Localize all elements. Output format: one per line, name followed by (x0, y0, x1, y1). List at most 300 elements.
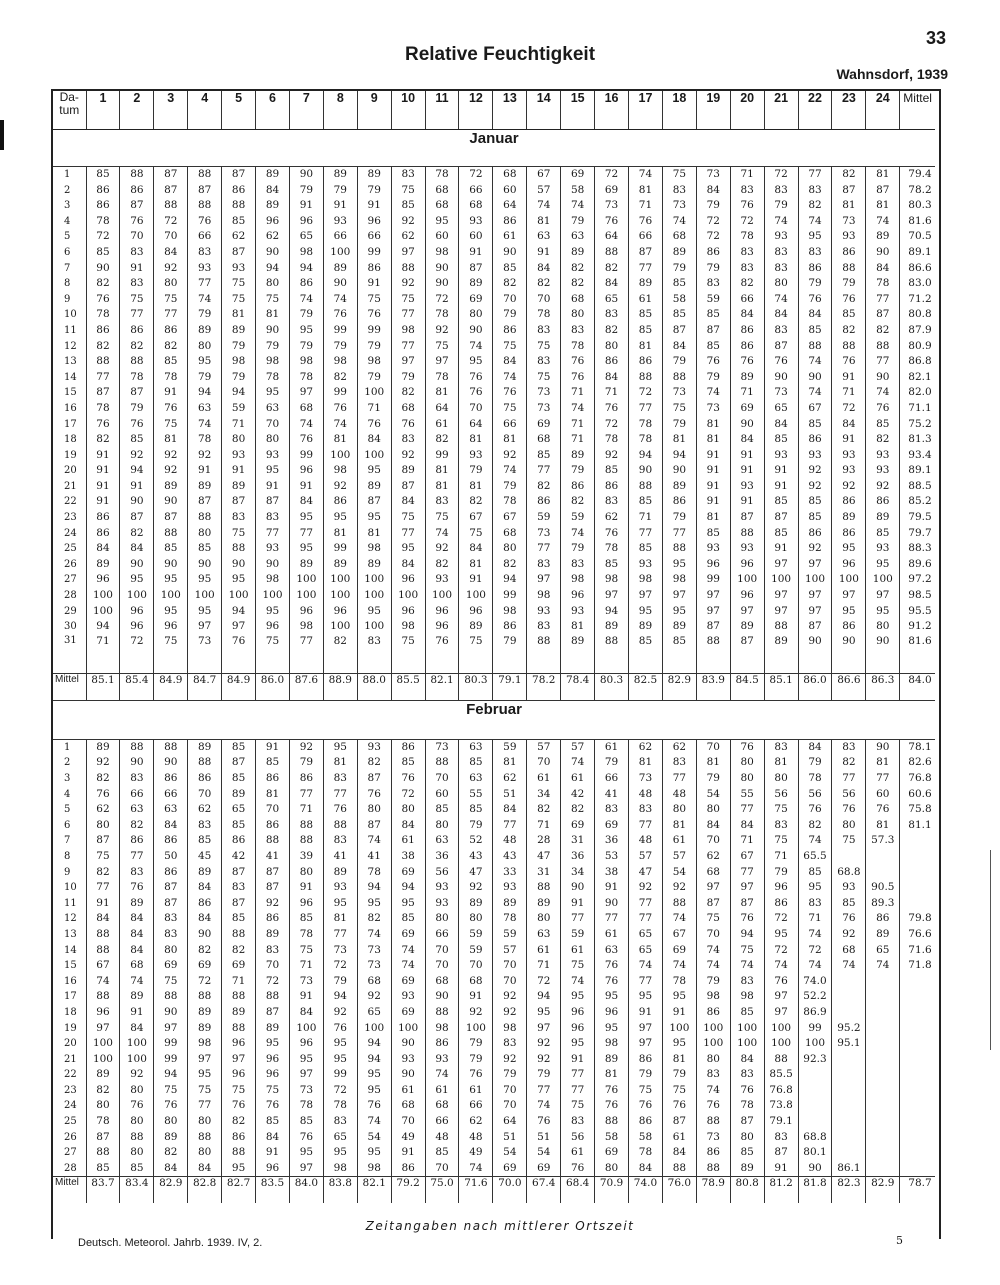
humidity-value: 74 (367, 834, 381, 847)
humidity-value: 84 (401, 818, 415, 831)
humidity-value: 74 (706, 943, 720, 956)
hour-column (662, 739, 696, 817)
humidity-value: 97 (774, 1005, 788, 1018)
daily-mean-value (908, 1036, 935, 1052)
humidity-value: 68 (706, 865, 720, 878)
hour-column (662, 479, 696, 557)
hour-column (493, 974, 527, 1052)
humidity-value: 84 (299, 495, 314, 508)
humidity-value: 76 (130, 1099, 144, 1112)
humidity-value: 77 (265, 526, 280, 539)
humidity-value: 86 (638, 1052, 653, 1065)
humidity-value: 85 (401, 199, 415, 212)
hour-column (662, 401, 696, 479)
humidity-value: 97 (299, 386, 314, 399)
humidity-value: 86 (808, 261, 822, 274)
humidity-value (832, 1005, 865, 1021)
humidity-value: 75 (231, 1083, 246, 1096)
hour-column (154, 323, 188, 401)
humidity-value: 86 (130, 183, 144, 196)
hour-column (256, 1052, 290, 1130)
humidity-value: 62 (469, 1115, 483, 1128)
hour-column (188, 896, 222, 974)
humidity-value: 72 (198, 974, 212, 987)
humidity-value: 75 (672, 1083, 687, 1096)
humidity-value: 98 (435, 1021, 449, 1034)
humidity-value: 100 (398, 1021, 419, 1034)
humidity-value: 86 (130, 834, 144, 847)
humidity-value: 68 (367, 974, 381, 987)
hour-column (188, 401, 222, 479)
humidity-value: 96 (435, 620, 449, 633)
humidity-value: 62 (401, 230, 415, 243)
hour-column (798, 818, 832, 896)
humidity-value: 73 (333, 943, 347, 956)
hour-column (629, 818, 663, 896)
humidity-value: 76 (198, 214, 212, 227)
humidity-value: 89 (265, 1021, 280, 1034)
humidity-value: 70 (435, 959, 449, 972)
humidity-value: 65.5 (803, 849, 827, 862)
humidity-value: 65 (638, 927, 653, 940)
humidity-value: 93 (740, 479, 754, 492)
humidity-value: 78 (164, 370, 178, 383)
humidity-value: 95 (774, 927, 788, 940)
humidity-value: 88 (130, 740, 144, 753)
humidity-value: 70 (401, 1115, 415, 1128)
humidity-value: 72 (706, 214, 720, 227)
day-label: 24 (64, 1100, 77, 1112)
humidity-value (866, 1021, 899, 1037)
humidity-value: 100 (364, 448, 385, 461)
humidity-value: 87 (672, 323, 687, 336)
humidity-value: 74 (808, 834, 822, 847)
humidity-value: 88 (130, 168, 144, 180)
hour-column (832, 739, 866, 817)
humidity-value: 76 (425, 635, 459, 674)
humidity-value: 74 (401, 943, 415, 956)
humidity-value: 68 (503, 168, 517, 180)
humidity-value: 91 (842, 433, 856, 446)
hour-column (256, 245, 290, 323)
humidity-value: 76 (265, 1099, 280, 1112)
humidity-value (866, 1098, 899, 1114)
humidity-value: 95 (672, 557, 687, 570)
humidity-value: 88 (96, 990, 110, 1003)
humidity-value: 88 (401, 261, 415, 274)
hour-column (629, 1130, 663, 1177)
humidity-value: 83 (198, 245, 212, 258)
humidity-value: 100 (804, 573, 826, 586)
humidity-value: 86 (842, 620, 856, 633)
hour-column (425, 401, 459, 479)
humidity-value: 79 (469, 464, 483, 477)
humidity-value: 87 (774, 339, 788, 352)
humidity-value: 92 (808, 479, 822, 492)
hour-column (730, 896, 764, 974)
humidity-value: 85 (503, 261, 517, 274)
hour-column (323, 818, 357, 896)
humidity-value: 89 (130, 896, 144, 909)
humidity-value: 93 (401, 990, 415, 1003)
hourly-mean-value: 86.6 (832, 673, 866, 700)
humidity-value: 100 (703, 1021, 724, 1034)
humidity-value: 87 (672, 1115, 687, 1128)
day-label: 4 (64, 215, 71, 227)
humidity-value: 86 (503, 323, 517, 336)
humidity-value: 97 (808, 589, 822, 602)
humidity-value: 76 (876, 401, 890, 414)
humidity-value: 94 (672, 448, 687, 461)
humidity-value: 90 (333, 277, 347, 290)
humidity-value: 86 (570, 479, 585, 492)
daily-mean-value: 81.3 (908, 433, 932, 446)
hour-column (425, 323, 459, 401)
humidity-value: 84 (164, 1161, 178, 1174)
humidity-value: 88 (198, 511, 212, 524)
humidity-value: 95 (299, 1146, 314, 1159)
humidity-value: 90 (130, 756, 144, 769)
humidity-value: 96 (333, 604, 347, 617)
humidity-value: 86 (96, 183, 110, 196)
humidity-value: 86 (265, 912, 280, 925)
humidity-value: 60 (435, 230, 449, 243)
humidity-value: 100 (838, 573, 859, 586)
day-label: 20 (64, 1038, 77, 1050)
hour-column (493, 739, 527, 817)
hourly-mean-value: 84.9 (154, 673, 188, 700)
humidity-value: 85 (469, 803, 483, 816)
humidity-value: 78 (503, 912, 517, 925)
humidity-value: 94 (231, 386, 246, 399)
humidity-value: 76 (367, 308, 381, 321)
humidity-value: 75 (740, 943, 754, 956)
humidity-value: 93 (570, 604, 585, 617)
hourly-mean-value: 78.2 (527, 673, 561, 700)
humidity-value: 81 (265, 308, 280, 321)
humidity-value: 73 (672, 386, 687, 399)
humidity-value: 90 (401, 1068, 415, 1081)
humidity-value: 94 (367, 1037, 381, 1050)
day-label: 9 (64, 866, 71, 878)
hourly-mean-value: 75.0 (425, 1177, 459, 1204)
humidity-value: 80 (740, 772, 754, 784)
humidity-value: 86 (842, 245, 856, 258)
humidity-value: 98 (503, 604, 517, 617)
hour-column (323, 739, 357, 817)
humidity-value: 63 (537, 230, 551, 243)
hourly-mean-value: 85.1 (764, 673, 798, 700)
daily-mean-column (900, 974, 935, 1052)
humidity-value: 85 (706, 308, 720, 321)
humidity-value: 85 (672, 277, 687, 290)
humidity-value: 82 (130, 818, 144, 831)
humidity-value: 85 (808, 323, 822, 336)
hour-column (662, 167, 696, 245)
humidity-value: 78 (96, 401, 110, 414)
daily-mean-value: 60.6 (908, 787, 932, 800)
humidity-value: 97 (774, 604, 788, 617)
hour-column (154, 739, 188, 817)
hourly-mean-value: 84.7 (188, 673, 222, 700)
humidity-value: 76 (842, 912, 856, 925)
hour-column (561, 818, 595, 896)
humidity-value: 56 (842, 787, 856, 800)
humidity-value: 90 (164, 495, 178, 508)
hourly-mean-value: 85.4 (120, 673, 154, 700)
daily-mean-value (908, 1005, 935, 1021)
humidity-table-frame (51, 89, 941, 1239)
humidity-value: 84 (774, 308, 788, 321)
humidity-value: 81 (333, 756, 347, 769)
humidity-value: 95 (604, 990, 619, 1003)
humidity-value (866, 989, 899, 1005)
hourly-mean-value: 82.1 (425, 673, 459, 700)
hour-column (188, 1130, 222, 1177)
humidity-value: 69 (537, 1161, 551, 1174)
humidity-value: 93 (469, 214, 483, 227)
humidity-value: 87 (198, 183, 212, 196)
hour-column (289, 739, 323, 817)
humidity-value: 92 (537, 1037, 551, 1050)
humidity-value: 89 (469, 896, 483, 909)
humidity-value: 96 (299, 1037, 314, 1050)
humidity-value: 79 (299, 339, 314, 352)
hour-column (154, 245, 188, 323)
humidity-value: 77 (401, 526, 415, 539)
daily-mean-value: 70.5 (908, 230, 932, 243)
humidity-value: 97 (231, 620, 246, 633)
humidity-value: 84 (164, 245, 178, 258)
humidity-value: 66 (367, 230, 381, 243)
humidity-value: 65 (231, 803, 246, 816)
humidity-value: 76 (842, 355, 856, 368)
humidity-value: 31 (537, 865, 551, 878)
humidity-value: 82 (503, 557, 517, 570)
humidity-value: 83 (401, 433, 415, 446)
humidity-value: 89 (561, 635, 595, 674)
day-label: 11 (64, 324, 77, 336)
humidity-value: 73 (604, 199, 619, 212)
humidity-value: 98 (706, 990, 720, 1003)
humidity-value: 76 (604, 974, 619, 987)
humidity-value: 59 (469, 927, 483, 940)
humidity-value: 77 (333, 787, 347, 800)
humidity-value: 85 (774, 433, 788, 446)
humidity-value: 47 (537, 849, 551, 862)
daily-mean-value: 71.2 (908, 292, 932, 305)
humidity-value: 78 (435, 370, 449, 383)
humidity-value: 89 (672, 479, 687, 492)
day-block (53, 245, 935, 323)
humidity-value: 87 (231, 495, 246, 508)
humidity-value: 79 (570, 542, 585, 555)
humidity-value: 61 (401, 834, 415, 847)
humidity-value: 62 (231, 230, 246, 243)
humidity-value: 98 (604, 1037, 619, 1050)
humidity-value: 68 (537, 433, 551, 446)
humidity-value: 90 (604, 896, 619, 909)
humidity-value: 92 (503, 1052, 517, 1065)
humidity-value: 94 (638, 448, 653, 461)
humidity-value: 80 (198, 339, 212, 352)
humidity-value: 90 (808, 1161, 822, 1174)
humidity-value: 75 (570, 1099, 585, 1112)
humidity-value: 97 (164, 1021, 178, 1034)
humidity-value: 72 (435, 292, 449, 305)
humidity-value: 74 (808, 355, 822, 368)
humidity-value: 89 (265, 199, 280, 212)
humidity-value: 96 (130, 604, 144, 617)
humidity-value: 70 (706, 927, 720, 940)
hour-column (527, 167, 561, 245)
humidity-value: 80 (604, 1161, 619, 1174)
humidity-value: 83 (808, 245, 822, 258)
humidity-value: 75 (537, 370, 551, 383)
hour-column (188, 1052, 222, 1130)
hour-column (561, 557, 595, 635)
humidity-value: 85 (662, 635, 696, 674)
humidity-value: 91 (367, 277, 381, 290)
humidity-value: 79 (299, 183, 314, 196)
hour-column (222, 896, 256, 974)
humidity-value: 58 (604, 1130, 619, 1143)
humidity-value: 96 (299, 896, 314, 909)
humidity-value: 96 (367, 214, 381, 227)
humidity-value: 74 (706, 386, 720, 399)
hour-column (764, 167, 798, 245)
humidity-value: 89 (401, 464, 415, 477)
humidity-value: 78 (503, 495, 517, 508)
humidity-value: 100 (330, 245, 351, 258)
humidity-value: 90 (96, 261, 110, 274)
hourly-mean-value: 82.9 (866, 1177, 900, 1204)
humidity-value: 48 (435, 1130, 449, 1143)
hourly-mean-value: 83.8 (323, 1177, 357, 1204)
hour-column (391, 401, 425, 479)
humidity-value: 87 (706, 620, 720, 633)
humidity-value: 95 (401, 896, 415, 909)
humidity-value: 67 (808, 401, 822, 414)
humidity-value: 75 (265, 292, 280, 305)
hour-column (154, 401, 188, 479)
humidity-value: 73 (537, 401, 551, 414)
humidity-value: 76 (469, 370, 483, 383)
hour-column (764, 557, 798, 635)
humidity-value: 60 (876, 787, 890, 800)
humidity-value: 74 (808, 386, 822, 399)
hour-column (86, 401, 120, 479)
humidity-value: 87 (198, 495, 212, 508)
humidity-value: 88 (231, 990, 246, 1003)
hour-column (323, 401, 357, 479)
humidity-value: 72 (537, 974, 551, 987)
humidity-value: 77 (401, 308, 415, 321)
hour-column (561, 401, 595, 479)
day-label: 14 (64, 371, 77, 383)
humidity-value: 61 (469, 1083, 483, 1096)
hour-column (357, 401, 391, 479)
humidity-value: 53 (604, 849, 619, 862)
day-label: 27 (64, 1147, 77, 1159)
humidity-value (866, 1083, 899, 1099)
humidity-value: 92 (401, 448, 415, 461)
humidity-value: 79 (503, 479, 517, 492)
humidity-value: 99 (164, 1037, 178, 1050)
daily-mean-value (908, 1114, 935, 1130)
humidity-value: 80 (604, 339, 619, 352)
humidity-value: 62 (706, 849, 720, 862)
humidity-value: 70 (435, 772, 449, 784)
hour-column (188, 818, 222, 896)
humidity-value: 79 (469, 1052, 483, 1065)
humidity-value: 74 (537, 199, 551, 212)
humidity-value: 89.3 (871, 896, 895, 909)
humidity-value: 97 (672, 589, 687, 602)
humidity-value: 91 (96, 495, 110, 508)
humidity-value: 95 (435, 214, 449, 227)
humidity-value: 93 (503, 881, 517, 894)
humidity-value: 68 (401, 1099, 415, 1112)
humidity-value: 79 (493, 635, 527, 674)
humidity-value: 85.5 (769, 1068, 793, 1081)
day-label: 17 (64, 418, 77, 430)
humidity-value: 91 (537, 245, 551, 258)
humidity-value: 91 (469, 573, 483, 586)
humidity-value: 85 (740, 1005, 754, 1018)
humidity-value: 80 (130, 1146, 144, 1159)
day-label: 30 (64, 621, 77, 633)
humidity-value: 70 (503, 1099, 517, 1112)
humidity-value: 92 (842, 927, 856, 940)
humidity-value: 74 (570, 756, 585, 769)
humidity-value: 66 (435, 1115, 449, 1128)
humidity-value: 90 (832, 635, 866, 674)
humidity-value: 79 (808, 277, 822, 290)
humidity-value: 74 (638, 168, 653, 180)
humidity-value: 88 (604, 245, 619, 258)
hourly-mean-value: 84.9 (222, 673, 256, 700)
humidity-value: 85 (164, 355, 178, 368)
humidity-value: 61 (401, 1083, 415, 1096)
humidity-value: 56 (808, 787, 822, 800)
humidity-value: 63 (604, 943, 619, 956)
humidity-value: 66 (164, 787, 178, 800)
humidity-value: 98 (672, 573, 687, 586)
humidity-value: 77 (164, 308, 178, 321)
humidity-value: 76 (130, 417, 144, 430)
humidity-value: 77 (401, 339, 415, 352)
humidity-value: 79 (503, 1068, 517, 1081)
humidity-value: 88 (842, 339, 856, 352)
humidity-value: 61 (570, 943, 585, 956)
humidity-value: 98 (435, 245, 449, 258)
humidity-value: 79 (333, 974, 347, 987)
humidity-value: 88 (672, 896, 687, 909)
humidity-value: 86 (503, 620, 517, 633)
humidity-value: 76 (808, 803, 822, 816)
humidity-value: 89 (333, 261, 347, 274)
daily-mean-value (908, 1161, 935, 1177)
hour-column (730, 401, 764, 479)
humidity-value: 74 (198, 292, 212, 305)
humidity-value: 72 (333, 1083, 347, 1096)
hour-column (595, 479, 629, 557)
humidity-value: 79 (672, 1068, 687, 1081)
humidity-value: 90 (740, 417, 754, 430)
humidity-value: 75 (672, 168, 687, 180)
humidity-value: 48 (503, 834, 517, 847)
